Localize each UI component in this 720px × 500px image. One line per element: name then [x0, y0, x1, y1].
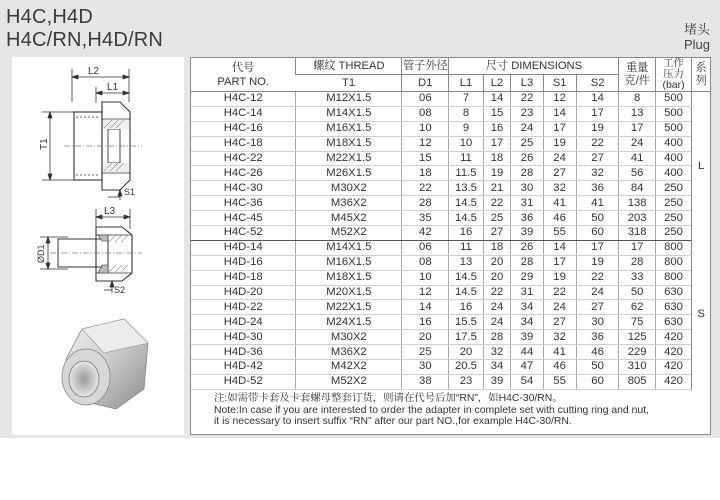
table-cell: H4C-16: [191, 121, 296, 136]
table-cell: 420: [655, 360, 691, 375]
table-cell: M22X1.5: [296, 151, 402, 166]
label-s2: S2: [114, 285, 126, 295]
table-cell: 24: [543, 151, 576, 166]
table-cell: 125: [619, 330, 655, 345]
table-cell: 13: [619, 106, 655, 121]
header-weight: 重量 克/件: [619, 58, 655, 92]
table-cell: H4D-20: [191, 285, 296, 300]
table-cell: M26X1.5: [296, 166, 402, 181]
table-cell: 30: [402, 360, 449, 375]
table-cell: 46: [543, 211, 576, 226]
table-cell: 14: [543, 240, 576, 255]
table-row: [191, 285, 710, 300]
table-cell: 36: [576, 181, 619, 196]
table-row: [191, 181, 710, 196]
table-cell: 800: [655, 270, 691, 285]
technical-drawing: [12, 57, 184, 435]
table-cell: 9: [449, 121, 483, 136]
table-cell: 28: [511, 255, 543, 270]
table-cell: 60: [576, 226, 619, 241]
table-cell: 14.5: [449, 285, 483, 300]
table-cell: 8: [449, 106, 483, 121]
header-l1: L1: [449, 75, 483, 92]
table-cell: 46: [543, 360, 576, 375]
label-l3: L3: [104, 206, 116, 217]
table-cell: 39: [511, 226, 543, 241]
table-cell: 24: [483, 315, 511, 330]
header-s1: S1: [543, 75, 576, 92]
order-note: [214, 393, 649, 428]
table-cell: 36: [511, 211, 543, 226]
table-cell: 17: [576, 106, 619, 121]
table-cell: 20: [483, 270, 511, 285]
series-label: S: [692, 240, 710, 389]
table-cell: 19: [543, 270, 576, 285]
table-cell: 39: [511, 330, 543, 345]
table-cell: 8: [619, 92, 655, 107]
table-cell: 84: [619, 181, 655, 196]
table-cell: 17: [619, 240, 655, 255]
table-cell: 15: [483, 106, 511, 121]
table-row: [191, 300, 710, 315]
table-cell: 18: [483, 151, 511, 166]
page-title-line2: H4C/RN,H4D/RN: [6, 29, 164, 51]
order-note-en-2: it is necessary to insert suffix “RN” after our part NO.,for example H4C-30/RN.: [214, 416, 572, 428]
table-cell: 34: [483, 360, 511, 375]
table-cell: 805: [619, 374, 655, 389]
table-cell: M16X1.5: [296, 121, 402, 136]
table-cell: 32: [576, 166, 619, 181]
table-cell: H4D-42: [191, 360, 296, 375]
table-cell: 11.5: [449, 166, 483, 181]
table-cell: H4C-18: [191, 136, 296, 151]
table-cell: 10: [402, 121, 449, 136]
table-cell: 24: [576, 285, 619, 300]
header-pressure: 工作 压力 (bar): [655, 58, 691, 92]
table-cell: 420: [655, 330, 691, 345]
table-cell: 17: [543, 121, 576, 136]
table-cell: H4C-52: [191, 226, 296, 241]
table-cell: 14.5: [449, 196, 483, 211]
table-cell: 500: [655, 121, 691, 136]
table-cell: H4D-16: [191, 255, 296, 270]
table-cell: 250: [655, 196, 691, 211]
table-cell: 12: [402, 136, 449, 151]
table-cell: 30: [576, 315, 619, 330]
spec-table-body: [191, 92, 710, 390]
table-cell: 31: [511, 196, 543, 211]
table-cell: 47: [511, 360, 543, 375]
table-cell: 16: [449, 226, 483, 241]
spec-table: [191, 58, 710, 390]
table-cell: 14: [483, 92, 511, 107]
label-s1: S1: [124, 187, 136, 197]
table-cell: 16: [449, 300, 483, 315]
table-cell: 27: [543, 166, 576, 181]
table-cell: 20.5: [449, 360, 483, 375]
table-cell: M16X1.5: [296, 255, 402, 270]
table-cell: 50: [619, 285, 655, 300]
table-cell: M14X1.5: [296, 106, 402, 121]
table-cell: 32: [483, 345, 511, 360]
table-cell: 800: [655, 255, 691, 270]
table-cell: M18X1.5: [296, 270, 402, 285]
header-tube-od: 管子外径: [402, 58, 449, 75]
table-cell: 41: [543, 196, 576, 211]
table-row: [191, 240, 710, 255]
table-row: [191, 345, 710, 360]
table-cell: 310: [619, 360, 655, 375]
table-cell: 630: [655, 285, 691, 300]
table-cell: 14.5: [449, 211, 483, 226]
table-cell: H4D-30: [191, 330, 296, 345]
order-note-cn: 注:如需带卡套及卡套螺母整套订货，则请在代号后加“RN”，如H4C-30/RN。: [214, 393, 563, 404]
table-cell: H4C-30: [191, 181, 296, 196]
label-l1: L1: [107, 82, 119, 93]
table-cell: 21: [483, 181, 511, 196]
table-cell: 41: [543, 345, 576, 360]
table-cell: 55: [543, 226, 576, 241]
table-cell: M30X2: [296, 330, 402, 345]
table-cell: M24X1.5: [296, 315, 402, 330]
header-part-no-en: PART NO.: [217, 75, 269, 88]
table-cell: 20: [402, 330, 449, 345]
table-cell: M42X2: [296, 360, 402, 375]
table-cell: 13.5: [449, 181, 483, 196]
table-cell: 50: [576, 211, 619, 226]
table-cell: 22: [543, 285, 576, 300]
table-cell: H4D-18: [191, 270, 296, 285]
table-cell: 41: [576, 196, 619, 211]
table-cell: 34: [511, 315, 543, 330]
table-cell: H4C-14: [191, 106, 296, 121]
table-cell: 19: [483, 166, 511, 181]
table-cell: 28: [483, 330, 511, 345]
table-cell: 34: [511, 300, 543, 315]
table-cell: 46: [576, 345, 619, 360]
table-cell: 25: [402, 345, 449, 360]
table-cell: 22: [483, 285, 511, 300]
table-cell: 27: [483, 226, 511, 241]
header-part-no-cn: 代号: [231, 61, 255, 74]
table-cell: M36X2: [296, 196, 402, 211]
table-row: [191, 166, 710, 181]
label-d1: ØD1: [36, 244, 46, 263]
table-cell: 18: [483, 240, 511, 255]
table-cell: 56: [619, 166, 655, 181]
header-d1: D1: [402, 75, 449, 92]
table-cell: 14: [402, 300, 449, 315]
table-cell: M12X1.5: [296, 92, 402, 107]
table-cell: 18: [402, 166, 449, 181]
table-row: [191, 106, 710, 121]
table-cell: 22: [483, 196, 511, 211]
table-cell: 17: [483, 136, 511, 151]
table-cell: 28: [511, 166, 543, 181]
table-cell: 500: [655, 92, 691, 107]
table-cell: H4D-14: [191, 240, 296, 255]
table-cell: 10: [449, 136, 483, 151]
table-cell: 42: [402, 226, 449, 241]
table-cell: 08: [402, 255, 449, 270]
table-cell: 400: [655, 166, 691, 181]
table-cell: 25: [483, 211, 511, 226]
table-cell: 24: [543, 300, 576, 315]
table-cell: H4C-45: [191, 211, 296, 226]
table-cell: 06: [402, 240, 449, 255]
table-row: [191, 151, 710, 166]
table-cell: 17: [543, 255, 576, 270]
table-cell: 24: [483, 300, 511, 315]
header-dimensions: 尺寸 DIMENSIONS: [449, 58, 619, 75]
table-cell: 203: [619, 211, 655, 226]
table-cell: 44: [511, 345, 543, 360]
table-cell: 38: [402, 374, 449, 389]
table-cell: 11: [449, 151, 483, 166]
spec-table-container: [190, 57, 711, 435]
table-row: [191, 211, 710, 226]
table-cell: 20: [483, 255, 511, 270]
table-cell: M20X1.5: [296, 285, 402, 300]
table-cell: 19: [576, 255, 619, 270]
header-l3: L3: [511, 75, 543, 92]
table-cell: 800: [655, 240, 691, 255]
table-cell: 250: [655, 181, 691, 196]
table-row: [191, 270, 710, 285]
table-cell: 55: [543, 374, 576, 389]
table-cell: 16: [402, 315, 449, 330]
table-cell: 23: [511, 106, 543, 121]
table-cell: H4C-12: [191, 92, 296, 107]
table-cell: 420: [655, 374, 691, 389]
table-cell: 11: [449, 240, 483, 255]
table-cell: 23: [449, 374, 483, 389]
table-row: [191, 136, 710, 151]
table-cell: 22: [511, 92, 543, 107]
table-cell: M18X1.5: [296, 136, 402, 151]
header-l2: L2: [483, 75, 511, 92]
table-cell: 30: [511, 181, 543, 196]
table-cell: H4C-22: [191, 151, 296, 166]
table-cell: 22: [576, 270, 619, 285]
table-cell: 08: [402, 106, 449, 121]
plug-label-cn: 堵头: [683, 22, 710, 37]
table-cell: 19: [543, 136, 576, 151]
table-cell: H4D-52: [191, 374, 296, 389]
table-cell: H4D-22: [191, 300, 296, 315]
table-cell: 138: [619, 196, 655, 211]
table-cell: 32: [543, 181, 576, 196]
table-row: [191, 226, 710, 241]
table-row: [191, 330, 710, 345]
table-cell: 28: [402, 196, 449, 211]
table-row: [191, 92, 710, 107]
table-cell: 630: [655, 315, 691, 330]
header-s2: S2: [576, 75, 619, 92]
table-cell: 75: [619, 315, 655, 330]
table-cell: 39: [483, 374, 511, 389]
table-cell: 14.5: [449, 270, 483, 285]
table-cell: 15.5: [449, 315, 483, 330]
table-row: [191, 374, 710, 389]
table-cell: 630: [655, 300, 691, 315]
table-cell: M30X2: [296, 181, 402, 196]
order-note-en-1: Note:In case if you are interested to order the adapter in complete set with cutting ring and nut,: [214, 404, 649, 416]
table-cell: M52X2: [296, 226, 402, 241]
table-cell: 400: [655, 151, 691, 166]
table-cell: H4C-26: [191, 166, 296, 181]
table-cell: 50: [576, 360, 619, 375]
table-cell: 500: [655, 106, 691, 121]
table-cell: 318: [619, 226, 655, 241]
table-cell: 17: [576, 240, 619, 255]
table-cell: 14: [543, 106, 576, 121]
plug-label-en: Plug: [683, 37, 710, 52]
table-cell: 15: [402, 151, 449, 166]
header-t1: T1: [296, 75, 402, 92]
table-cell: 29: [511, 270, 543, 285]
table-cell: 10: [402, 270, 449, 285]
table-cell: 28: [619, 255, 655, 270]
table-cell: M14X1.5: [296, 240, 402, 255]
table-cell: 24: [619, 136, 655, 151]
table-cell: 19: [576, 121, 619, 136]
table-cell: H4D-24: [191, 315, 296, 330]
table-cell: 33: [619, 270, 655, 285]
label-t1: T1: [39, 138, 50, 150]
table-cell: 60: [576, 374, 619, 389]
table-cell: 17: [619, 121, 655, 136]
table-cell: 25: [511, 136, 543, 151]
table-cell: M22X1.5: [296, 300, 402, 315]
table-row: [191, 360, 710, 375]
table-cell: 12: [402, 285, 449, 300]
header-thread: 螺纹 THREAD: [296, 58, 402, 75]
table-cell: 7: [449, 92, 483, 107]
table-cell: 20: [449, 345, 483, 360]
header-part-no: [191, 58, 296, 92]
table-cell: 31: [511, 285, 543, 300]
table-cell: 62: [619, 300, 655, 315]
table-cell: M52X2: [296, 374, 402, 389]
table-cell: H4D-36: [191, 345, 296, 360]
table-cell: 420: [655, 345, 691, 360]
table-cell: 26: [511, 151, 543, 166]
table-cell: 13: [449, 255, 483, 270]
table-cell: 27: [576, 300, 619, 315]
table-row: [191, 121, 710, 136]
series-label: L: [692, 92, 710, 241]
table-cell: 17.5: [449, 330, 483, 345]
table-cell: 24: [511, 121, 543, 136]
table-cell: 22: [402, 181, 449, 196]
table-cell: 35: [402, 211, 449, 226]
table-cell: 32: [543, 330, 576, 345]
table-cell: 22: [576, 136, 619, 151]
table-cell: 27: [543, 315, 576, 330]
drawing-panel: [12, 57, 184, 435]
page-title-line1: H4C,H4D: [6, 6, 93, 28]
table-cell: 229: [619, 345, 655, 360]
table-cell: H4C-36: [191, 196, 296, 211]
table-cell: 14: [576, 92, 619, 107]
table-cell: 06: [402, 92, 449, 107]
table-cell: 16: [483, 121, 511, 136]
table-row: [191, 315, 710, 330]
table-cell: 400: [655, 136, 691, 151]
table-cell: 54: [511, 374, 543, 389]
table-cell: 27: [576, 151, 619, 166]
table-cell: 41: [619, 151, 655, 166]
table-cell: M45X2: [296, 211, 402, 226]
header-series: 系 列: [692, 58, 710, 92]
table-cell: 250: [655, 226, 691, 241]
table-cell: 26: [511, 240, 543, 255]
plug-3d-render: [62, 319, 148, 409]
table-cell: 12: [543, 92, 576, 107]
label-l2: L2: [88, 66, 100, 77]
table-row: [191, 196, 710, 211]
table-cell: M36X2: [296, 345, 402, 360]
table-row: [191, 255, 710, 270]
table-cell: 36: [576, 330, 619, 345]
table-cell: 250: [655, 211, 691, 226]
